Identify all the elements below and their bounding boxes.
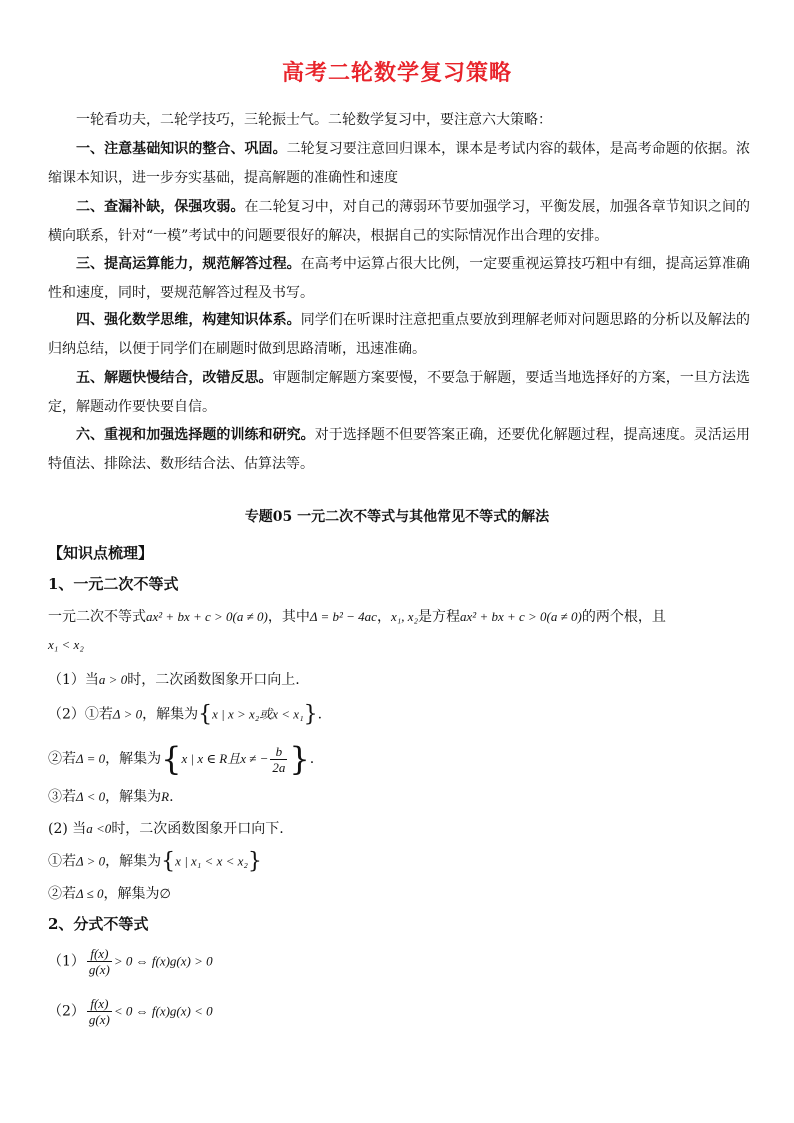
section-1-line-1	[48, 606, 666, 626]
right-brace: }	[303, 702, 318, 727]
strategy-2-body: 在二轮复习中，对自己的薄弱环节要加强学习，平衡发展，加强各章节知识之间的横向联系，针对“一模”考试中的问题要很好的解决，根据自己的实际情况作出合理的安排。	[48, 199, 751, 244]
text-run: .	[317, 706, 323, 723]
case-neg-delta-nonpositive	[48, 883, 171, 903]
text-run: ，解集为	[105, 853, 162, 870]
text-run: ，解集为	[142, 706, 199, 723]
math-condition: Δ > 0	[112, 706, 143, 722]
case-neg-delta-positive	[48, 849, 262, 874]
item-label: （2）	[48, 1003, 85, 1020]
left-brace: {	[161, 740, 182, 778]
math-equivalence: < 0 ⇔ f(x)g(x) < 0	[113, 1003, 213, 1019]
math-root-order: x₁ < x₂	[48, 637, 84, 652]
text-run: ，其中	[267, 609, 310, 625]
math-solution-set: x | x₁ < x < x₂	[175, 853, 248, 869]
fraction-denominator: 2a	[272, 759, 286, 775]
strategy-5	[48, 364, 750, 422]
text-run: （2）①若	[48, 706, 113, 723]
fraction-denominator: g(x)	[88, 1012, 110, 1027]
strategy-3	[48, 250, 750, 308]
fraction-rule-2	[48, 996, 213, 1027]
strategy-4-head: 四、强化数学思维，构建知识体系。	[76, 312, 301, 328]
fraction-f-over-g	[87, 996, 112, 1027]
case-a-negative	[48, 818, 284, 838]
page-title: 高考二轮数学复习策略	[281, 61, 512, 86]
math-solution-set: R	[161, 789, 170, 804]
text-run: ①若	[48, 853, 76, 870]
fraction-f-over-g	[87, 946, 112, 977]
math-solution-set: x | x ∈ R且x ≠ −	[181, 751, 269, 766]
case-a-positive	[48, 669, 300, 689]
section-1-heading: 1、一元二次不等式	[48, 575, 179, 593]
knowledge-heading: 【知识点梳理】	[48, 544, 154, 562]
left-brace: {	[198, 702, 213, 727]
strategy-2-head: 二、查漏补缺，保强攻弱。	[76, 199, 245, 215]
strategy-6-body: 对于选择题不但要答案正确，还要优化解题过程，提高速度。灵活运用特值法、排除法、数形结合法、估算法等。	[48, 427, 751, 472]
math-condition: Δ = 0	[76, 751, 106, 766]
fraction-b-over-2a	[270, 744, 287, 775]
case-delta-positive	[48, 702, 322, 727]
topic-heading: 专题05 一元二次不等式与其他常见不等式的解法	[244, 509, 550, 525]
math-inequality: ax² + bx + c > 0(a ≠ 0)	[146, 609, 268, 624]
text-run: ，解集为	[105, 789, 162, 805]
case-delta-zero	[48, 740, 314, 778]
section-2-heading: 2、分式不等式	[48, 915, 149, 933]
math-discriminant: Δ = b² − 4ac	[309, 609, 377, 624]
strategy-5-body: 审题制定解题方案要慢，不要急于解题，要适当地选择好的方案，一旦方法选定，解题动作要快要自信。	[48, 370, 751, 415]
strategy-3-body: 在高考中运算占很大比例，一定要重视运算技巧粗中有细，提高运算准确性和速度，同时，要规范解答过程及书写。	[48, 256, 751, 301]
text-run: 是方程	[418, 609, 461, 625]
text-run: ②若	[48, 886, 76, 902]
section-1-line-2	[48, 637, 84, 653]
left-brace: {	[161, 849, 176, 874]
fraction-rule-1	[48, 946, 213, 977]
case-delta-negative	[48, 786, 174, 806]
right-brace: }	[247, 849, 262, 874]
strategy-2	[48, 193, 750, 251]
strategy-6-head: 六、重视和加强选择题的训练和研究。	[76, 427, 315, 443]
math-condition: a > 0	[98, 672, 128, 687]
right-brace: }	[289, 740, 310, 778]
math-equivalence: > 0 ⇔ f(x)g(x) > 0	[113, 953, 213, 969]
math-condition: a <0	[86, 821, 112, 836]
math-roots: x₁, x₂	[390, 609, 419, 624]
strategy-4-body: 同学们在听课时注意把重点要放到理解老师对问题思路的分析以及解法的归纳总结，以便于同学们在刷题时做到思路清晰，迅速准确。	[48, 312, 751, 357]
strategy-1-head: 一、注意基础知识的整合、巩固。	[76, 141, 287, 157]
text-run: .	[309, 751, 315, 767]
item-label: （1）	[48, 953, 85, 970]
strategy-1	[48, 135, 750, 193]
strategy-3-head: 三、提高运算能力，规范解答过程。	[76, 256, 301, 272]
text-run: ，解集为	[105, 751, 162, 767]
fraction-numerator: f(x)	[87, 996, 112, 1012]
math-empty-set: ∅	[159, 886, 171, 901]
text-run: ②若	[48, 751, 76, 767]
text-run: 的两个根，且	[581, 609, 666, 625]
math-condition: Δ < 0	[76, 789, 106, 804]
strategy-5-head: 五、解题快慢结合，改错反思。	[76, 370, 273, 386]
text-run: ，	[376, 609, 391, 625]
text-run: 时，二次函数图象开口向上.	[127, 672, 300, 688]
text-run: ，解集为	[103, 886, 160, 902]
strategy-4	[48, 306, 750, 364]
text-run: ③若	[48, 789, 76, 805]
strategy-6	[48, 421, 750, 479]
text-run: 一元二次不等式	[48, 609, 146, 625]
text-run: 时，二次函数图象开口向下.	[111, 821, 284, 837]
math-equation: ax² + bx + c > 0(a ≠ 0)	[460, 609, 582, 624]
text-run: (2) 当	[48, 821, 87, 837]
fraction-denominator: g(x)	[88, 962, 110, 977]
intro-paragraph: 一轮看功夫，二轮学技巧，三轮振士气。二轮数学复习中，要注意六大策略：	[76, 112, 552, 128]
strategy-1-body: 二轮复习要注意回归课本，课本是考试内容的载体，是高考命题的依据。浓缩课本知识，进一步夯实基础，提高解题的准确性和速度	[48, 141, 751, 186]
math-condition: Δ > 0	[76, 853, 106, 869]
fraction-numerator: f(x)	[87, 946, 112, 962]
text-run: （1）当	[48, 672, 99, 688]
text-run: .	[169, 789, 174, 805]
math-condition: Δ ≤ 0	[76, 886, 104, 901]
fraction-numerator: b	[270, 744, 287, 760]
math-solution-set: x | x > x₂或x < x₁	[212, 706, 304, 722]
